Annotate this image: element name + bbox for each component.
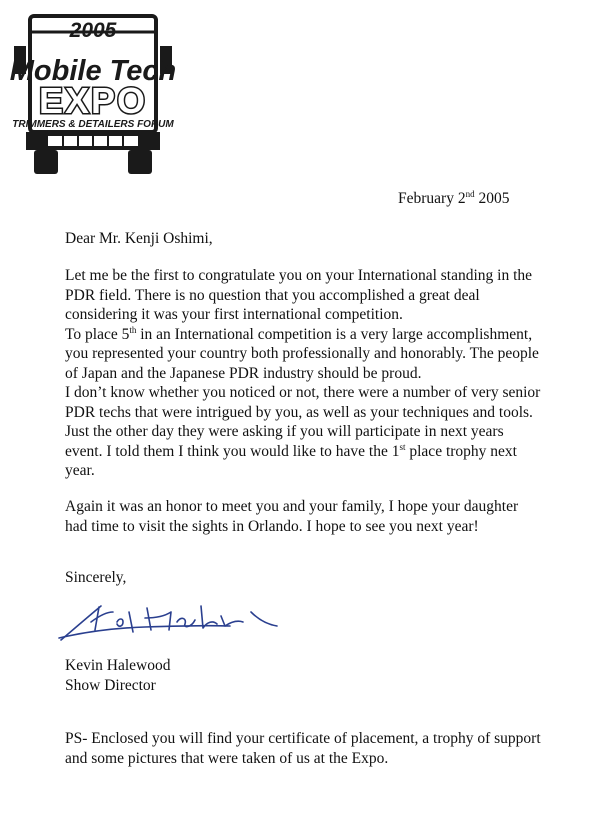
handwritten-signature bbox=[55, 598, 285, 646]
logo-tagline: TRIMMERS & DETAILERS FORUM bbox=[12, 119, 174, 130]
signer-name: Kevin Halewood bbox=[65, 657, 171, 674]
paragraph2-line5: year. bbox=[65, 462, 95, 479]
postscript-line2: and some pictures that were taken of us at the Expo. bbox=[65, 749, 389, 767]
date-year: 2005 bbox=[474, 190, 510, 207]
letter-date bbox=[398, 190, 509, 208]
signer-block bbox=[65, 656, 565, 695]
paragraph1-line1: Let me be the first to congratulate you on your International standing in the bbox=[65, 267, 533, 284]
logo-brand-line1: Mobile Tech bbox=[9, 55, 177, 87]
closing: Sincerely, bbox=[65, 569, 127, 586]
paragraph2-line4-end: place trophy next bbox=[405, 442, 517, 460]
paragraph1-line4 bbox=[65, 325, 565, 345]
paragraph2-line4-start: event. I told them I think you would like to have the 1 bbox=[65, 442, 400, 460]
signer-title: Show Director bbox=[65, 676, 156, 694]
postscript bbox=[65, 729, 565, 768]
paragraph1-line5: you represented your country both professionally and honorably. The people bbox=[65, 345, 539, 362]
logo-brand-line2: EXPO bbox=[38, 80, 148, 121]
placement-ordinal: th bbox=[129, 324, 137, 335]
paragraph2-line1: I don’t know whether you noticed or not, there were a number of very senior bbox=[65, 384, 541, 401]
paragraph1-line2: PDR field. There is no question that you accomplished a great deal bbox=[65, 286, 480, 304]
truck-logo-icon bbox=[8, 10, 188, 178]
signature-icon bbox=[55, 598, 285, 646]
paragraph-honor bbox=[65, 497, 565, 536]
postscript-line1: PS- Enclosed you will find your certificate of placement, a trophy of support bbox=[65, 730, 541, 747]
paragraph2-line3: Just the other day they were asking if you will participate in next years bbox=[65, 423, 504, 440]
salutation: Dear Mr. Kenji Oshimi, bbox=[65, 230, 213, 247]
paragraph2-line2: PDR techs that were intrigued by you, as well as your techniques and tools. bbox=[65, 403, 533, 421]
paragraph1-line4-start: To place 5 bbox=[65, 325, 130, 343]
paragraph-congratulations bbox=[65, 266, 565, 383]
date-text: February 2 bbox=[398, 190, 466, 207]
paragraph1-line4-end: in an International competition is a very large accomplishment, bbox=[136, 325, 533, 343]
expo-logo bbox=[8, 10, 188, 178]
paragraph1-line6: of Japan and the Japanese PDR industry should be proud. bbox=[65, 364, 422, 382]
logo-year: 2005 bbox=[69, 19, 117, 42]
trophy-ordinal: st bbox=[399, 441, 406, 452]
paragraph2-line4 bbox=[65, 442, 565, 462]
date-ordinal: nd bbox=[465, 188, 475, 199]
paragraph1-line3: considering it was your first international competition. bbox=[65, 306, 403, 323]
paragraph3-line1: Again it was an honor to meet you and your family, I hope your daughter bbox=[65, 498, 519, 515]
paragraph-senior-techs bbox=[65, 383, 565, 481]
paragraph3-line2: had time to visit the sights in Orlando. I hope to see you next year! bbox=[65, 517, 479, 535]
